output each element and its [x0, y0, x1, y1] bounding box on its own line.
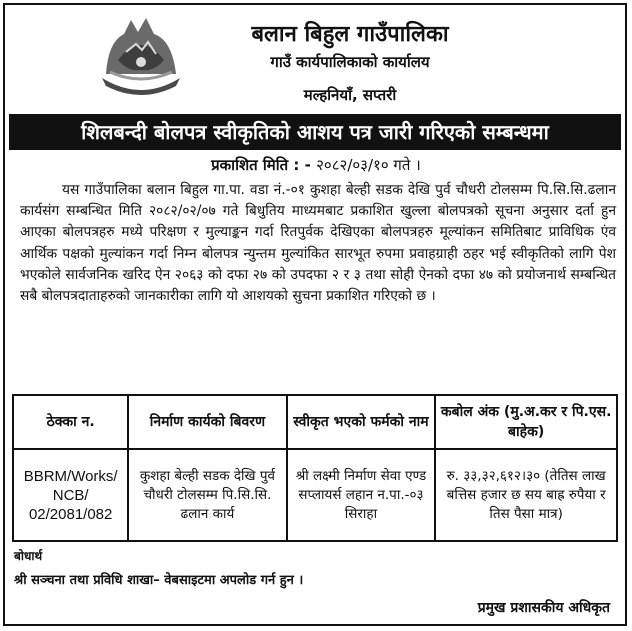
published-label: प्रकाशित मिति : -	[211, 156, 311, 174]
col-amount: कबोल अंक (मु.अ.कर र पि.एस. बाहेक)	[435, 395, 617, 449]
table-header-row	[13, 395, 617, 449]
table-row	[13, 449, 617, 541]
office-name: बलान बिहुल गाउँपालिका	[251, 22, 449, 47]
nepal-emblem-icon	[96, 12, 186, 102]
published-date	[0, 155, 632, 175]
office-subtitle: गाउँ कार्यपालिकाको कार्यालय	[270, 53, 430, 71]
notice-body: यस गाउँपालिका बलान बिहुल गा.पा. वडा नं.-०१ कुशहा बेल्ही सडक देखि पुर्व चौधरी टोलसम्म पि.सि.सि.ढलान कार्यसंग सम्बन्धित मिति २०८२/०२/०७ गते बिधुतिय माध्यमबाट प्रकाशित खुल्ला बोलपत्रको सूचना अनुसार दर्ता हुन आएका बोलपत्रहरु मध्ये परिक्षण र मुल्याङ्कन गर्दा रितपुर्वक देखिएका बोलपत्रहरु मूल्यांकन समितिबाट प्राविधिक एंव आर्थिक पक्षको मुल्यांकन गर्दा निम्न बोलपत्र न्युन्तम मुल्यांकित सारभूत रुपमा प्रवाहग्राही ठहर भई स्वीकृतिको लागि पेश भएकोले सार्वजनिक खरिद ऐन २०६३ को दफा २७ को उपदफा २ र ३ तथा सोही ऐनको दफा ४७ को प्रयोजनार्थ सम्बन्धित सबै बोलपत्रदाताहरुको जानकारीका लागि यो आशयको सुचना प्रकाशित गरिएको छ ।	[20, 182, 616, 305]
cc-label: बोधार्थ	[14, 549, 43, 563]
notice-title: शिलबन्दी बोलपत्र स्वीकृतिको आशय पत्र जारी गरिएको सम्बन्धमा	[9, 114, 621, 150]
col-firm: स्वीकृत भएको फर्मको नाम	[287, 395, 436, 449]
cell-description: कुशहा बेल्ही सडक देखि पुर्व चौधरी टोलसम्म पि.सि.सि. ढलान कार्य	[128, 449, 286, 541]
cc-line: श्री सञ्चना तथा प्रविधि शाखा– वेबसाइटमा अपलोड गर्न हुन ।	[14, 573, 304, 588]
contract-table	[12, 394, 618, 542]
office-location: मल्हनियाँ, सप्तरी	[303, 86, 397, 104]
cell-firm: श्री लक्ष्मी निर्माण सेवा एण्ड सप्लायर्स लहान न.पा.-०३ सिराहा	[287, 449, 436, 541]
published-value: २०८२/०३/१० गते ।	[316, 156, 421, 174]
cell-amount: रु. ३३,३२,६१२।३० (तेतिस लाख बत्तिस हजार छ सय बाह्र रुपैया र तिस पैसा मात्र)	[435, 449, 617, 541]
col-contract-no: ठेक्का न.	[13, 395, 128, 449]
cell-contract-no: BBRM/Works/ NCB/ 02/2081/082	[13, 449, 128, 541]
signature: प्रमुख प्रशासकीय अधिकृत	[477, 600, 610, 616]
col-description: निर्माण कार्यको बिवरण	[128, 395, 286, 449]
